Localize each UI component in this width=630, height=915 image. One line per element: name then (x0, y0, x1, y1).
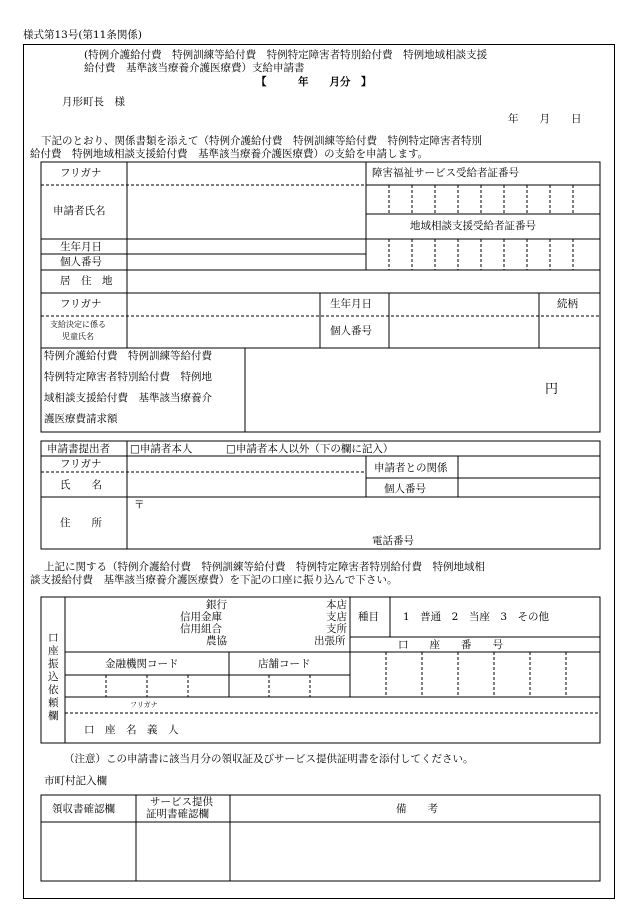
bank-side-label-6: 欄 (48, 710, 59, 722)
transfer-text-1: 上記に関する（特例介護給付費 特例訓練等給付費 特例特定障害者特別給付費 特例地域相 (44, 561, 485, 573)
child-personal-no-label: 個人番号 (330, 325, 372, 337)
branch-type-3: 出張所 (314, 635, 346, 647)
child-dob-label: 生年月日 (330, 298, 372, 310)
form-number: 様式第13号(第11条関係) (23, 29, 142, 41)
disability-cert-label: 障害福祉サービス受給者証番号 (372, 167, 519, 179)
title-line-1: (特例介護給付費 特例訓練等給付費 特例特定障害者特別給付費 特例地域相談支援 (84, 49, 488, 61)
branch-type-0: 本店 (326, 599, 347, 611)
child-name-label-1: 支給決定に係る (50, 320, 106, 329)
submitter-self-checkbox[interactable]: □申請者本人 (130, 443, 193, 455)
regional-cert-label: 地域相談支援受給者証番号 (410, 220, 536, 232)
intro-line-1: 下記のとおり、関係書類を添えて（特例介護給付費 特例訓練等給付費 特例特定障害者特別 (41, 135, 482, 147)
submitter-relation-label: 申請者との関係 (374, 462, 448, 474)
branch-type-2: 支所 (326, 623, 347, 635)
addressee: 月形町長 様 (62, 96, 125, 108)
account-number-label: 口 座 番 号 (398, 639, 503, 651)
remarks-label: 備 考 (396, 803, 438, 815)
bank-side-label-1: 座 (48, 645, 59, 657)
account-type-options: 1 普通 2 当座 3 その他 (403, 611, 550, 623)
applicant-personal-no-label: 個人番号 (60, 256, 102, 268)
applicant-dob-label: 生年月日 (60, 241, 102, 253)
title-line-2: 給付費 基準該当療養介護医療費）支給申請書 (84, 62, 305, 74)
intro-line-2: 給付費 特例地域相談支援給付費 基準該当療養介護医療費）の支給を申請します。 (30, 148, 429, 160)
claim-label-1: 特例介護給付費 特例訓練等給付費 (44, 350, 212, 362)
bank-side-label-0: 口 (48, 632, 59, 644)
account-type-label: 種目 (358, 611, 379, 623)
postal-mark: 〒 (134, 499, 145, 511)
applicant-furigana-label: フリガナ (60, 167, 102, 179)
bank-type-3: 農協 (206, 635, 227, 647)
claim-label-4: 護医療費請求額 (44, 413, 118, 425)
branch-type-1: 支店 (326, 611, 347, 623)
bank-type-1: 信用金庫 (180, 611, 222, 623)
submitter-other-checkbox[interactable]: □申請者本人以外（下の欄に記入） (226, 443, 394, 455)
claim-label-3: 域相談支援給付費 基準該当療養介 (44, 392, 212, 404)
branch-code-label: 店舗コード (258, 658, 311, 670)
submitter-label: 申請書提出者 (47, 443, 110, 455)
claim-label-2: 特例特定障害者特別給付費 特例地 (44, 371, 212, 383)
city-section-label: 市町村記入欄 (44, 775, 107, 787)
transfer-text-2: 談支援給付費 基準該当療養介護医療費）を下記の口座に振り込んで下さい。 (30, 574, 398, 586)
date-line: 年 月 日 (508, 113, 582, 125)
yen-unit: 円 (545, 382, 559, 397)
bank-side-label-3: 込 (48, 671, 59, 683)
holder-furigana-label: フリガナ (130, 701, 158, 709)
institution-code-label: 金融機関コード (105, 658, 179, 670)
submitter-personal-no-label: 個人番号 (384, 483, 426, 495)
bank-side-label-4: 依 (48, 684, 59, 696)
bank-type-0: 銀行 (206, 599, 227, 611)
child-name-label-2: 児童氏名 (62, 332, 94, 341)
attachment-note: （注意）この申請書に該当月分の領収証及びサービス提供証明書を添付してください。 (64, 753, 474, 765)
phone-label: 電話番号 (372, 535, 414, 547)
applicant-name-label: 申請者氏名 (53, 205, 106, 217)
applicant-address-label: 居 住 地 (60, 275, 113, 287)
account-holder-label: 口 座 名 義 人 (84, 724, 179, 736)
receipt-check-label: 領収書確認欄 (52, 803, 115, 815)
service-check-label-2: 証明書確認欄 (146, 808, 209, 820)
submitter-address-label: 住 所 (60, 517, 102, 529)
bank-side-label-2: 振 (48, 658, 59, 670)
service-check-label-1: サービス提供 (150, 796, 213, 808)
submitter-name-label: 氏 名 (60, 479, 102, 491)
submitter-furigana-label: フリガナ (60, 458, 102, 470)
bank-type-2: 信用組合 (180, 623, 222, 635)
bank-side-label-5: 頼 (48, 697, 59, 709)
title-month-line: 【 年 月分 】 (256, 76, 372, 88)
child-relation-label: 続柄 (557, 298, 578, 310)
child-furigana-label: フリガナ (60, 298, 102, 310)
